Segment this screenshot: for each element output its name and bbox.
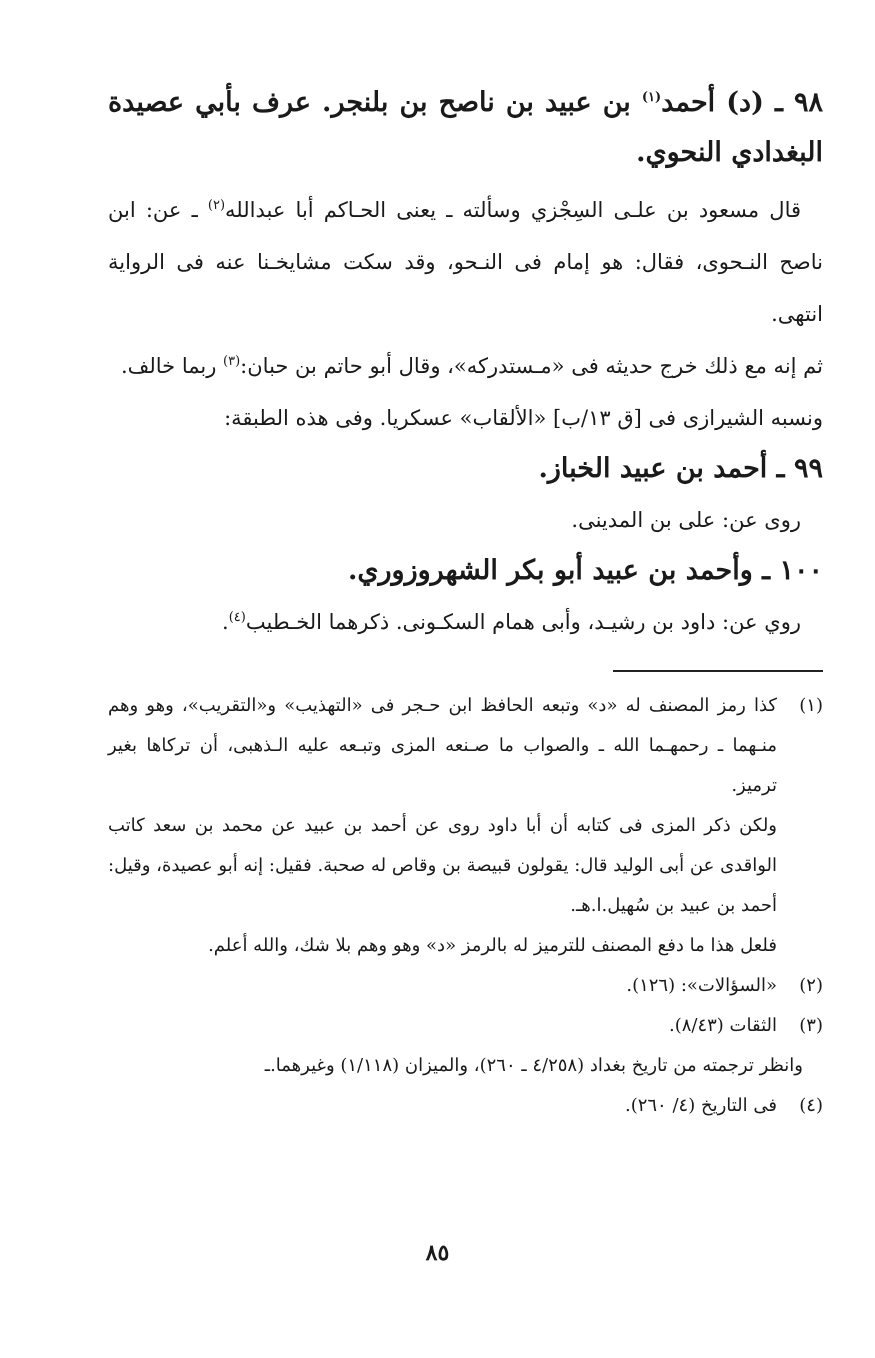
entry-100-p1-text: روي عن: داود بن رشيـد، وأبى همام السكـونى. ذكرهما الخـطيب bbox=[245, 610, 801, 634]
entry-98-p2-rest: ربما خالف. bbox=[120, 354, 224, 378]
entry-100-heading: ١٠٠ ـ وأحمد بن عبيد أبو بكر الشهروزوري. bbox=[347, 555, 823, 586]
entry-98-paragraph-1 bbox=[108, 184, 823, 340]
page-number: ٨٥ bbox=[425, 1240, 450, 1266]
entry-99-paragraph: روى عن: على بن المدينى. bbox=[571, 508, 801, 532]
entry-98-p1-text: قال مسعود بن علـى السِجْزي وسألته ـ يعنى الحـاكم أبا عبدالله bbox=[225, 198, 802, 222]
footnote-4 bbox=[108, 1086, 823, 1126]
entry-98-heading-text: ٩٨ ـ (د) أحمد bbox=[661, 87, 823, 118]
entry-98-heading bbox=[108, 78, 823, 178]
footnote-2-number: (٢) bbox=[799, 975, 823, 996]
footnote-1-conclusion: فلعل هذا ما دفع المصنف للترميز له بالرمز «د» وهو وهم بلا شك، والله أعلم. bbox=[208, 935, 777, 956]
footnote-1-text: كذا رمز المصنف له «د» وتبعه الحافظ ابن حـجر فى «التهذيب» و«التقريب»، وهو وهم منـهما ـ رحمهـما الله ـ والصواب ما صـنعه المزى وتبـعه عليه الـذهبى، أن تركاها بغير ترميز. bbox=[108, 695, 777, 796]
entry-98-paragraph-2 bbox=[108, 340, 823, 392]
entry-100-paragraph bbox=[108, 596, 823, 648]
footnote-4-number: (٤) bbox=[799, 1095, 823, 1116]
footnote-2-text: «السؤالات»: (١٢٦). bbox=[626, 975, 777, 996]
entry-98-paragraph-3: ونسبه الشيرازى فى [ق ١٣/ب] «الألقاب» عسكريا. وفى هذه الطبقة: bbox=[224, 406, 823, 430]
entry-99-heading: ٩٩ ـ أحمد بن عبيد الخباز. bbox=[538, 453, 823, 484]
footnote-1-number: (١) bbox=[799, 695, 823, 716]
footnote-ref-2: (٢) bbox=[207, 198, 226, 213]
footnote-2 bbox=[108, 966, 823, 1006]
footnote-4-text: فى التاريخ (٤/ ٢٦٠). bbox=[624, 1095, 777, 1116]
footnote-3 bbox=[108, 1006, 823, 1046]
book-page bbox=[108, 78, 823, 1126]
footnote-ref-4: (٤) bbox=[228, 610, 246, 625]
entry-98-heading-rest: بن عبيد بن ناصح بن بلنجر. عرف بأبي عصيدة البغدادي النحوي. bbox=[108, 87, 823, 168]
entry-98-p2-text: ثم إنه مع ذلك خرج حديثه فى «مـستدركه»، وقال أبو حاتم بن حبان: bbox=[240, 354, 823, 378]
footnote-1 bbox=[108, 686, 823, 806]
footnote-1-continuation: ولكن ذكر المزى فى كتابه أن أبا داود روى عن أحمد بن عبيد عن محمد بن سعد كاتب الواقدى عن أبى الوليد قال: يقولون قبيصة بن وقاص له صحبة. فقيل: إنه أبو عصيدة، وقيل: أحمد بن عبيد بن سُهيل.ا.هـ. bbox=[108, 815, 777, 916]
footnote-3-extra: وانظر ترجمته من تاريخ بغداد (٤/٢٥٨ ـ ٢٦٠)، والميزان (١/١١٨) وغيرهما.ـ bbox=[264, 1055, 803, 1076]
footnote-ref-1: (١) bbox=[641, 90, 662, 105]
footnote-3-text: الثقات (٨/٤٣). bbox=[668, 1015, 777, 1036]
footnote-3-number: (٣) bbox=[799, 1015, 823, 1036]
footnote-divider bbox=[613, 670, 823, 672]
entry-100-p1-end: . bbox=[222, 610, 229, 634]
footnote-ref-3: (٣) bbox=[223, 354, 241, 369]
entry-98-p1-rest: ـ عن: ابن ناصح النـحوى، فقال: هو إمام فى النـحو، وقد سكت مشايخـنا عنه فى الرواية انتهى. bbox=[108, 198, 823, 326]
